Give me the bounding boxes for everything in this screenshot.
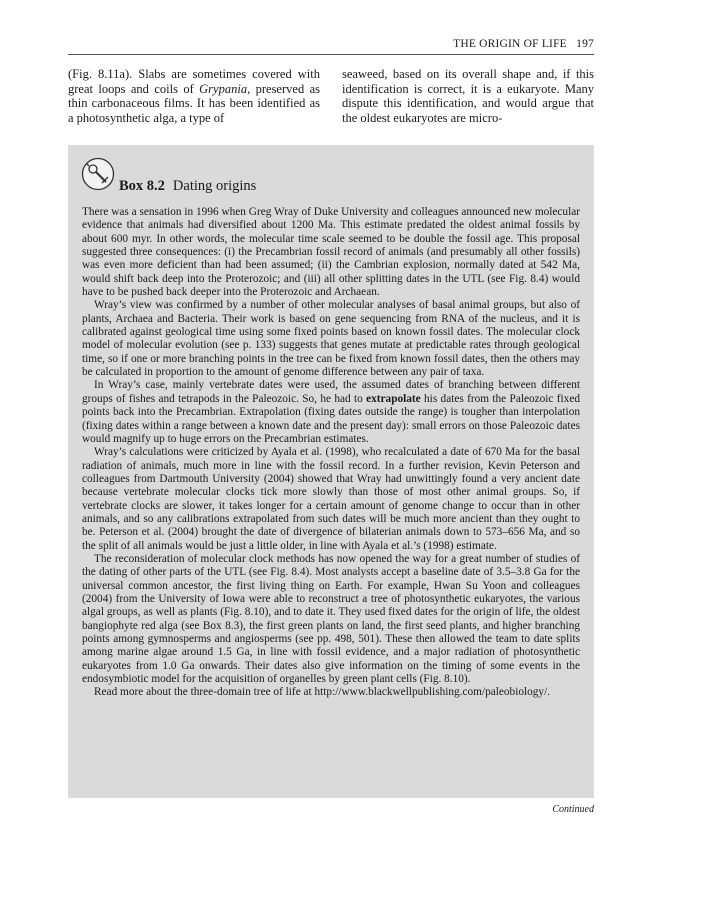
box-number: Box 8.2 [119,178,165,194]
left-column-paragraph [68,67,320,125]
microscope-icon [81,157,115,191]
right-column [342,67,594,125]
box-paragraph-1: There was a sensation in 1996 when Greg Wray of Duke University and colleagues announced new molecular evidence that animals had diversified about 1200 Ma. This estimate predated the oldest animal fossils by about 600 myr. In other words, the molecular time scale seemed to be double the fossil age. This proposal suggested three consequences: (i) the Precambrian fossil record of animals (and presumably all other fossils) was even more deficient than had been assumed; (ii) the Cambrian explosion, normally dated at 542 Ma, would shift back deep into the Proterozoic; and (iii) all other splitting dates in the UTL (see Fig. 8.4) would have to be pushed back deeper into the Proterozoic and Archaean. [82,206,580,299]
box-paragraph-5: The reconsideration of molecular clock methods has now opened the way for a great number of studies of the dating of other parts of the UTL (see Fig. 8.4). Most analysts accept a baseline date of 3.5–3.8 Ga for the universal common ancestor, the first living thing on Earth. For example, Hwan Su Yoon and colleagues (2004) from the University of Iowa were able to reconstruct a tree of photosynthetic eukaryotes, the various algal groups, as well as plants (Fig. 8.10), and to date it. They used fixed dates for the origin of life, the oldest bangiophyte red alga (see Box 8.3), the first green plants on land, the first seed plants, and higher branching points among gymnosperms and angiosperms (see pp. 498, 501). These then allowed the team to date splits among marine algae around 1.5 Ga, in line with fossil evidence, and a major radiation of photosynthetic eukaryotes from 1.0 Ga onwards. Their dates also give information on the timing of some events in the endosymbiotic model for the acquisition of organelles by green plant cells (Fig. 8.10). [82,552,580,686]
p3-end: his dates from the Paleozoic fixed points back into the Precambrian. Extrapolation (fixing dates outside the range) is tougher than interpolation (fixing dates within a range between a known date and the present day): small errors on those Paleozoic dates would magnify up to huge errors on the Precambrian estimates. [82,392,580,445]
running-header-text [453,38,594,50]
box-title [119,178,256,195]
continued-label: Continued [552,804,594,815]
box-paragraph-4: Wray’s calculations were criticized by Ayala et al. (1998), who recalculated a date of 670 Ma for the basal radiation of animals, much more in line with the fossil record. In a further revision, Kevin Peterson and colleagues from Dartmouth University (2004) showed that Wray had unwittingly found a very ancient date because vertebrate molecular clocks tick more slowly than those of most other animal groups. So, if vertebrate clocks are slower, it takes longer for a certain amount of genome change to occur than in other animals, and so any calibrations extrapolated from such dates will be much more ancient than they ought to be. Peterson et al. (2004) brought the date of divergence of bilaterian animals down to 573–656 Ma, and so the split of all animals would be just a little older, in line with Ayala et al.’s (1998) estimate. [82,446,580,552]
left-text-end: , preserved as thin carbonaceous films. It has been identified as a photosynthetic alga, a type of [68,81,321,125]
page-number: 197 [576,38,594,50]
box-paragraph-2: Wray’s view was confirmed by a number of other molecular analyses of basal animal groups, but also of plants, Archaea and Bacteria. Their work is based on gene sequencing from RNA of the nucleus, and it is calibrated against geological time using some fixed points based on known fossil dates. The molecular clock model of molecular evolution (see p. 133) suggests that genes mutate at predictable rates through geological time, so if one or more branching points in the tree can be fixed from known fossil dates, then the others may be calculated in proportion to the amount of genome difference between any pair of taxa. [82,299,580,379]
term-extrapolate: extrapolate [366,392,421,405]
box-body [82,206,580,700]
box-paragraph-6: Read more about the three-domain tree of life at http://www.blackwellpublishing.com/paleobiology/. [94,686,551,699]
box-8-2 [68,145,594,798]
running-title: THE ORIGIN OF LIFE [453,38,567,50]
p3-start: In Wray’s case, mainly vertebrate dates were used, the assumed dates of branching between different groups of fishes and tetrapods in the Paleozoic. So, he had to [82,379,580,405]
right-column-paragraph: seaweed, based on its overall shape and, if this identification is correct, it is a eukaryote. Many dispute this identification, and would argue that the oldest eukaryotes are micro- [342,67,594,125]
genus-name: Grypania [199,81,248,96]
left-column [68,67,320,125]
running-header [68,36,594,55]
left-text-start: (Fig. 8.11a). Slabs are sometimes covered with great loops and coils of [68,67,320,96]
box-heading: Dating origins [172,178,257,194]
box-paragraph-3 [82,379,580,446]
